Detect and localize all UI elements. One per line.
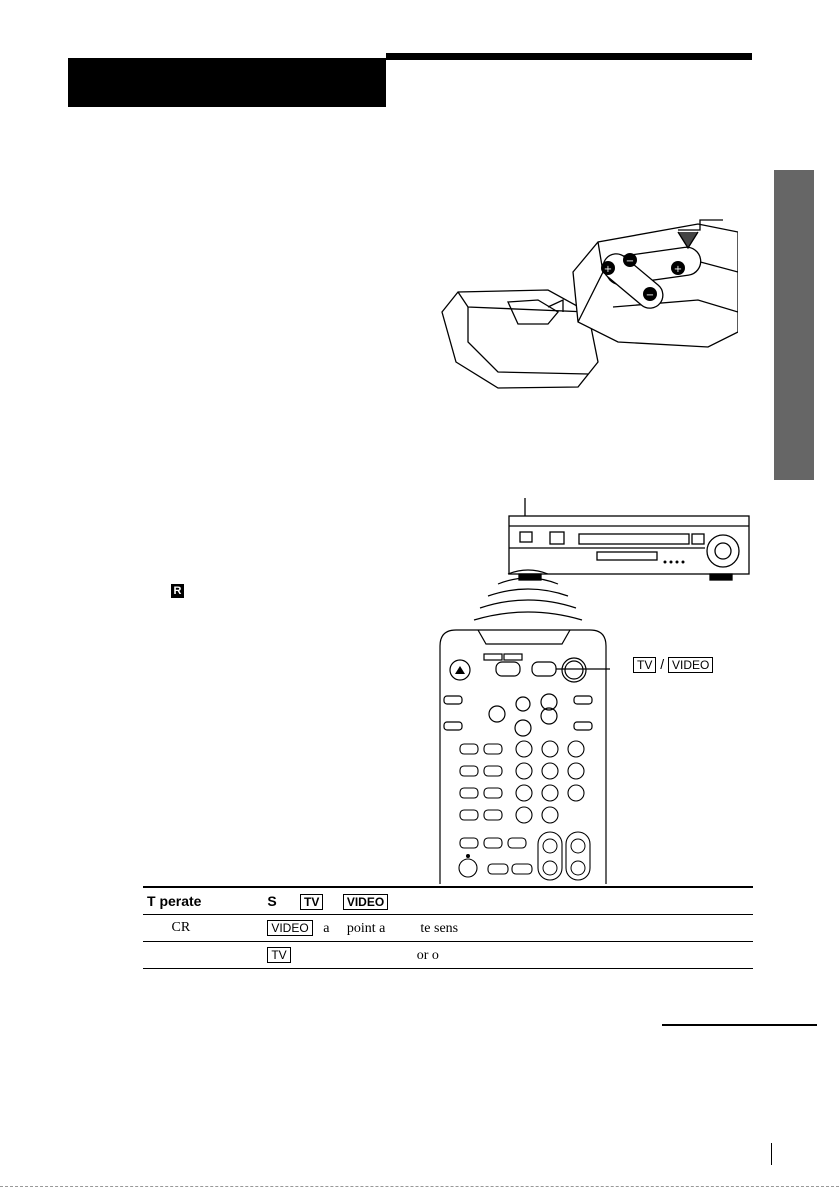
remote-sensor-glyph: R <box>171 584 184 598</box>
row2-tv-label: TV <box>267 947 290 963</box>
section-title-block <box>68 58 386 107</box>
table-cell-device <box>143 942 263 969</box>
table-cell-instruction <box>263 942 753 969</box>
svg-text:+: + <box>603 264 613 275</box>
tv-label: TV <box>633 657 656 673</box>
row1-video-label: VIDEO <box>267 920 312 936</box>
header-rule <box>386 53 752 60</box>
table-header-switch <box>263 887 753 915</box>
page-number-separator <box>771 1143 772 1165</box>
row1-instruction-text: a point a te sens <box>316 920 459 936</box>
header-switch-prefix: S <box>267 892 277 909</box>
page-bottom-border <box>0 1186 839 1187</box>
operation-table <box>143 886 753 969</box>
row2-instruction-text: or o <box>294 947 439 963</box>
table-row <box>143 942 753 969</box>
header-tv-label: TV <box>300 894 323 910</box>
row1-device-text: CR <box>171 920 191 935</box>
svg-text:+: + <box>673 264 683 275</box>
callout-separator: / <box>660 656 665 672</box>
battery-insertion-illustration <box>438 212 738 392</box>
table-cell-instruction <box>263 915 753 942</box>
footer-rule <box>662 1024 817 1026</box>
svg-text:−: − <box>645 290 655 301</box>
svg-text:−: − <box>625 256 635 267</box>
tv-video-switch-callout <box>633 656 713 673</box>
table-header-row <box>143 887 753 915</box>
video-label: VIDEO <box>668 657 713 673</box>
remote-commander-illustration <box>438 566 610 884</box>
table-cell-device <box>143 915 263 942</box>
header-video-label: VIDEO <box>343 894 388 910</box>
table-header-operate: T perate <box>143 887 263 915</box>
chapter-side-tab <box>774 170 814 480</box>
table-row <box>143 915 753 942</box>
